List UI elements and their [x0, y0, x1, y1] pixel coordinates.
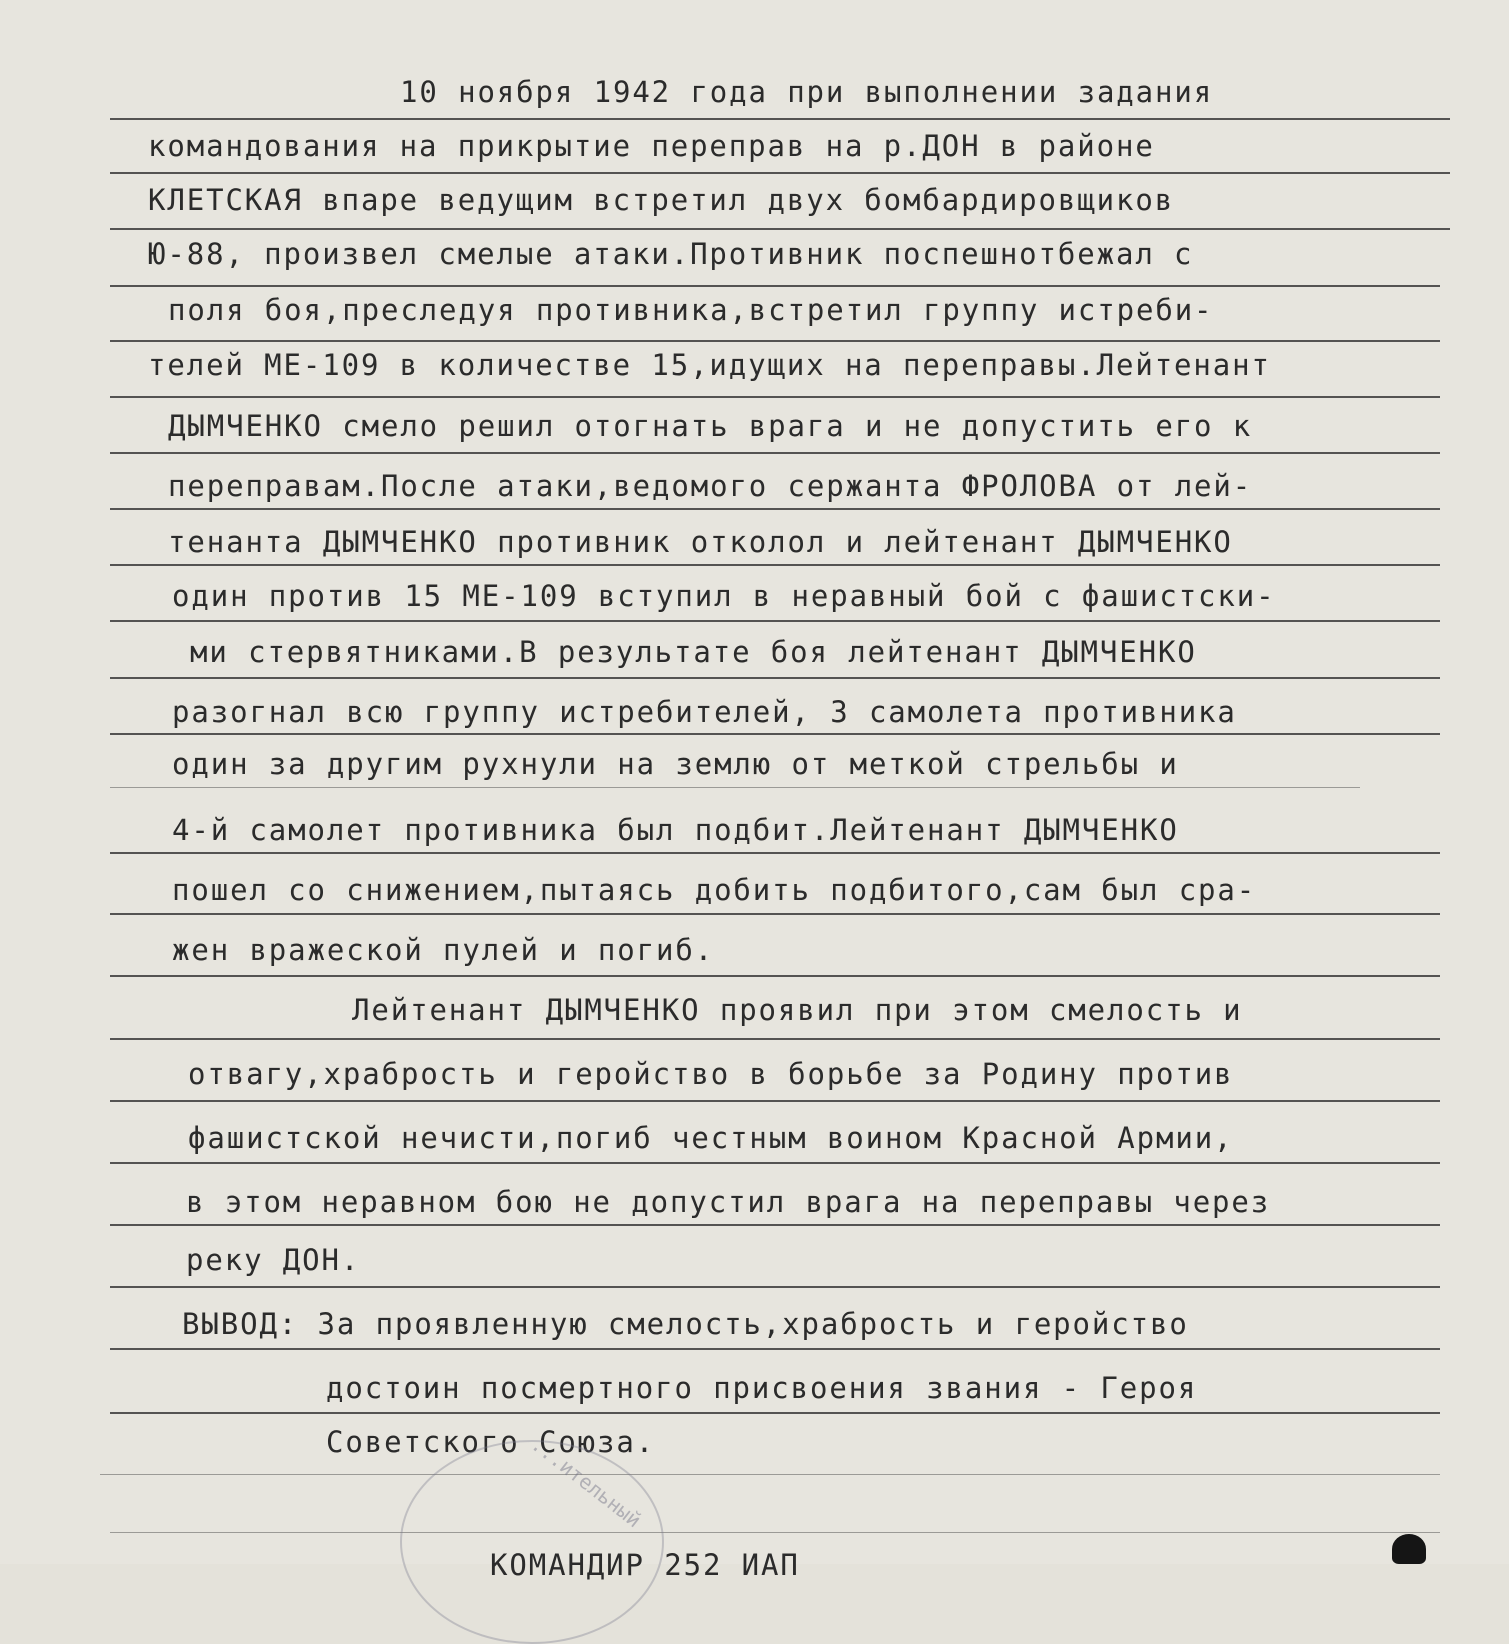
text-line: Советского Союза. — [326, 1425, 656, 1459]
text-line: в этом неравном бою не допустил врага на переправы через — [186, 1185, 1271, 1219]
text-line: тенанта ДЫМЧЕНКО противник отколол и лейтенант ДЫМЧЕНКО — [168, 525, 1233, 559]
text-line: жен вражеской пулей и погиб. — [172, 933, 715, 967]
rule-line — [110, 1348, 1440, 1350]
rule-line — [110, 975, 1440, 977]
rule-line — [110, 1286, 1440, 1288]
rule-line — [110, 620, 1440, 622]
text-line: разогнал всю группу истребителей, 3 самолета противника — [172, 695, 1237, 729]
rule-line — [110, 1162, 1440, 1164]
rule-line — [110, 1100, 1440, 1102]
signature-line-fragment: КОМАНДИР 252 ИАП — [490, 1548, 800, 1582]
text-line: Ю-88, произвел смелые атаки.Противник поспешнотбежал с — [148, 237, 1194, 271]
stamp-seal — [400, 1440, 664, 1644]
text-line: один против 15 МЕ-109 вступил в неравный бой с фашистски- — [172, 579, 1276, 613]
text-line: достоин посмертного присвоения звания - Героя — [326, 1371, 1198, 1405]
text-line: реку ДОН. — [186, 1243, 361, 1277]
rule-line — [110, 564, 1440, 566]
rule-line — [110, 1224, 1440, 1226]
rule-line — [110, 1038, 1440, 1040]
rule-line — [110, 787, 1360, 788]
rule-line — [110, 118, 1450, 120]
ink-blot — [1392, 1534, 1426, 1564]
text-line: фашистской нечисти,погиб честным воином Красной Армии, — [188, 1121, 1234, 1155]
text-line: Лейтенант ДЫМЧЕНКО проявил при этом смелость и — [352, 993, 1243, 1027]
rule-line — [110, 677, 1440, 679]
text-line: пошел со снижением,пытаясь добить подбитого,сам был сра- — [172, 873, 1257, 907]
text-line: 4-й самолет противника был подбит.Лейтенант ДЫМЧЕНКО — [172, 813, 1179, 847]
rule-line — [100, 1474, 1440, 1475]
rule-line — [110, 508, 1440, 510]
text-line: один за другим рухнули на землю от меткой стрельбы и — [172, 747, 1179, 781]
text-line: ДЫМЧЕНКО смело решил отогнать врага и не допустить его к — [168, 409, 1253, 443]
text-line: переправам.После атаки,ведомого сержанта ФРОЛОВА от лей- — [168, 469, 1253, 503]
rule-line — [110, 913, 1440, 915]
rule-line — [110, 1412, 1440, 1414]
rule-line — [110, 228, 1450, 230]
rule-line — [110, 396, 1440, 398]
text-line: командования на прикрытие переправ на р.ДОН в районе — [148, 129, 1155, 163]
rule-line — [110, 852, 1440, 854]
text-line: КЛЕТСКАЯ впаре ведущим встретил двух бомбардировщиков — [148, 183, 1175, 217]
rule-line — [110, 452, 1440, 454]
text-line: телей МЕ-109 в количестве 15,идущих на переправы.Лейтенант — [148, 348, 1271, 382]
rule-line — [110, 285, 1440, 287]
conclusion-label-line: ВЫВОД: За проявленную смелость,храбрость и геройство — [182, 1307, 1189, 1341]
rule-line — [110, 1532, 1440, 1533]
text-line: поля боя,преследуя противника,встретил группу истреби- — [168, 293, 1214, 327]
rule-line — [110, 340, 1440, 342]
rule-line — [110, 172, 1450, 174]
text-line: 10 ноября 1942 года при выполнении задания — [400, 75, 1214, 109]
rule-line — [110, 733, 1440, 735]
text-line: отвагу,храбрость и геройство в борьбе за Родину против — [188, 1057, 1234, 1091]
text-line: ми стервятниками.В результате боя лейтенант ДЫМЧЕНКО — [190, 635, 1197, 669]
stamp-text: ...ительный — [526, 1431, 646, 1533]
